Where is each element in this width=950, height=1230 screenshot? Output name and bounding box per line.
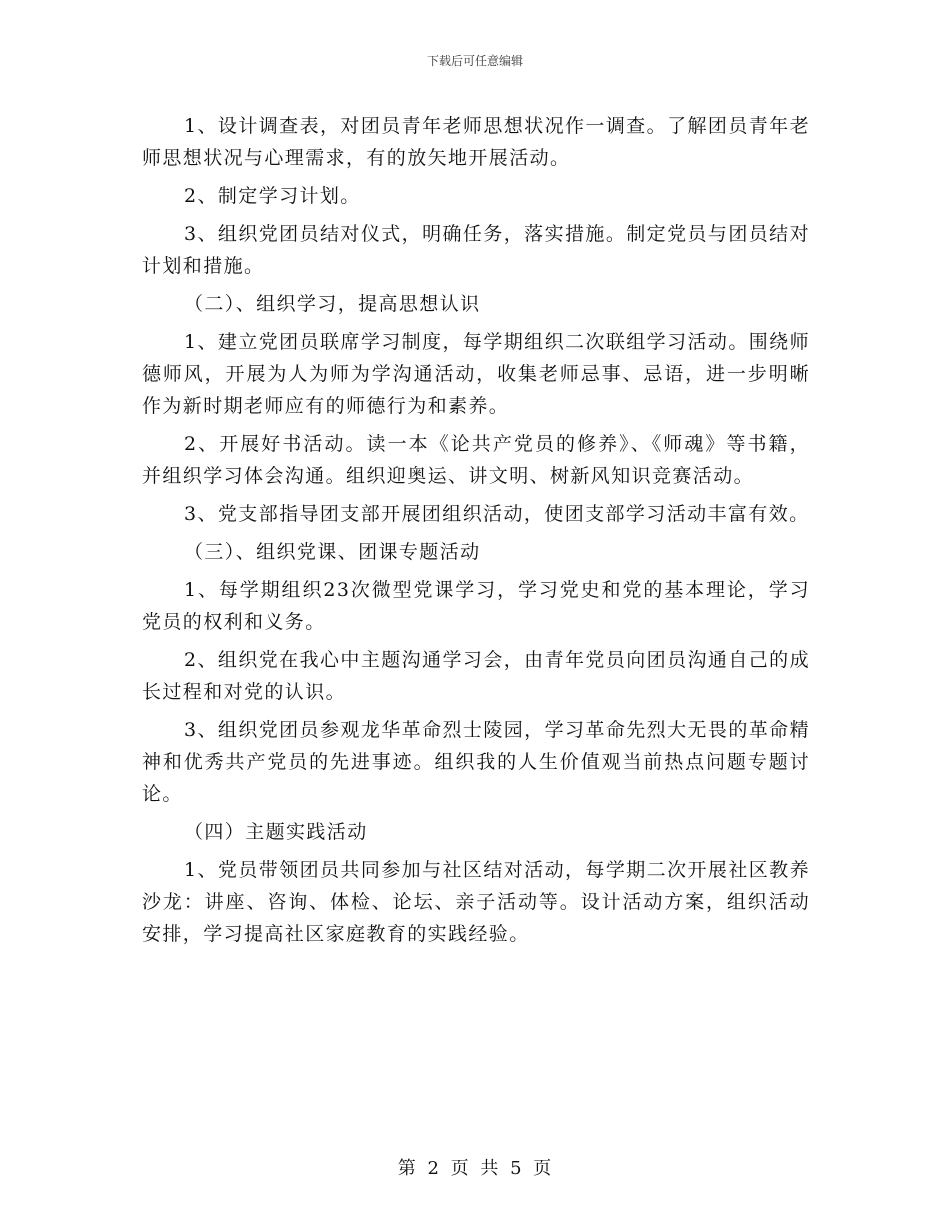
paragraph: 3、组织党团员参观龙华革命烈士陵园，学习革命先烈大无畏的革命精神和优秀共产党员的先进事迹。组织我的人生价值观当前热点问题专题讨论。 [142,719,810,805]
page-header: 下载后可任意编辑 [426,54,523,68]
section-heading: （四）主题实践活动 [184,821,368,843]
paragraph: 2、组织党在我心中主题沟通学习会，由青年党员向团员沟通自己的成长过程和对党的认识。 [142,649,810,703]
paragraph: 2、开展好书活动。读一本《论共产党员的修养》、《师魂》等书籍，并组织学习体会沟通。组织迎奥运、讲文明、树新风知识竞赛活动。 [142,433,810,487]
document-body [142,110,810,956]
section-heading: （三）、组织党课、团课专题活动 [184,541,481,563]
section-study [142,288,810,530]
section-intro [142,110,810,282]
paragraph: 3、组织党团员结对仪式，明确任务，落实措施。制定党员与团员结对计划和措施。 [142,223,810,277]
paragraph: 3、党支部指导团支部开展团组织活动，使团支部学习活动丰富有效。 [184,503,810,525]
paragraph: 1、设计调查表，对团员青年老师思想状况作一调查。了解团员青年老师思想状况与心理需求，有的放矢地开展活动。 [142,115,810,169]
paragraph: 2、制定学习计划。 [184,185,361,207]
section-heading: （二）、组织学习，提高思想认识 [184,293,481,315]
paragraph: 1、建立党团员联席学习制度，每学期组织二次联组学习活动。围绕师德师风，开展为人为师为学沟通活动，收集老师忌事、忌语，进一步明晰作为新时期老师应有的师德行为和素养。 [142,331,810,417]
paragraph: 1、党员带领团员共同参加与社区结对活动，每学期二次开展社区教养沙龙：讲座、咨询、体检、论坛、亲子活动等。设计活动方案，组织活动安排，学习提高社区家庭教育的实践经验。 [142,859,810,945]
page-number: 第 2 页 共 5 页 [397,1158,553,1179]
section-lectures [142,536,810,810]
paragraph: 1、每学期组织23次微型党课学习，学习党史和党的基本理论，学习党员的权利和义务。 [142,579,810,633]
section-practice [142,816,810,950]
